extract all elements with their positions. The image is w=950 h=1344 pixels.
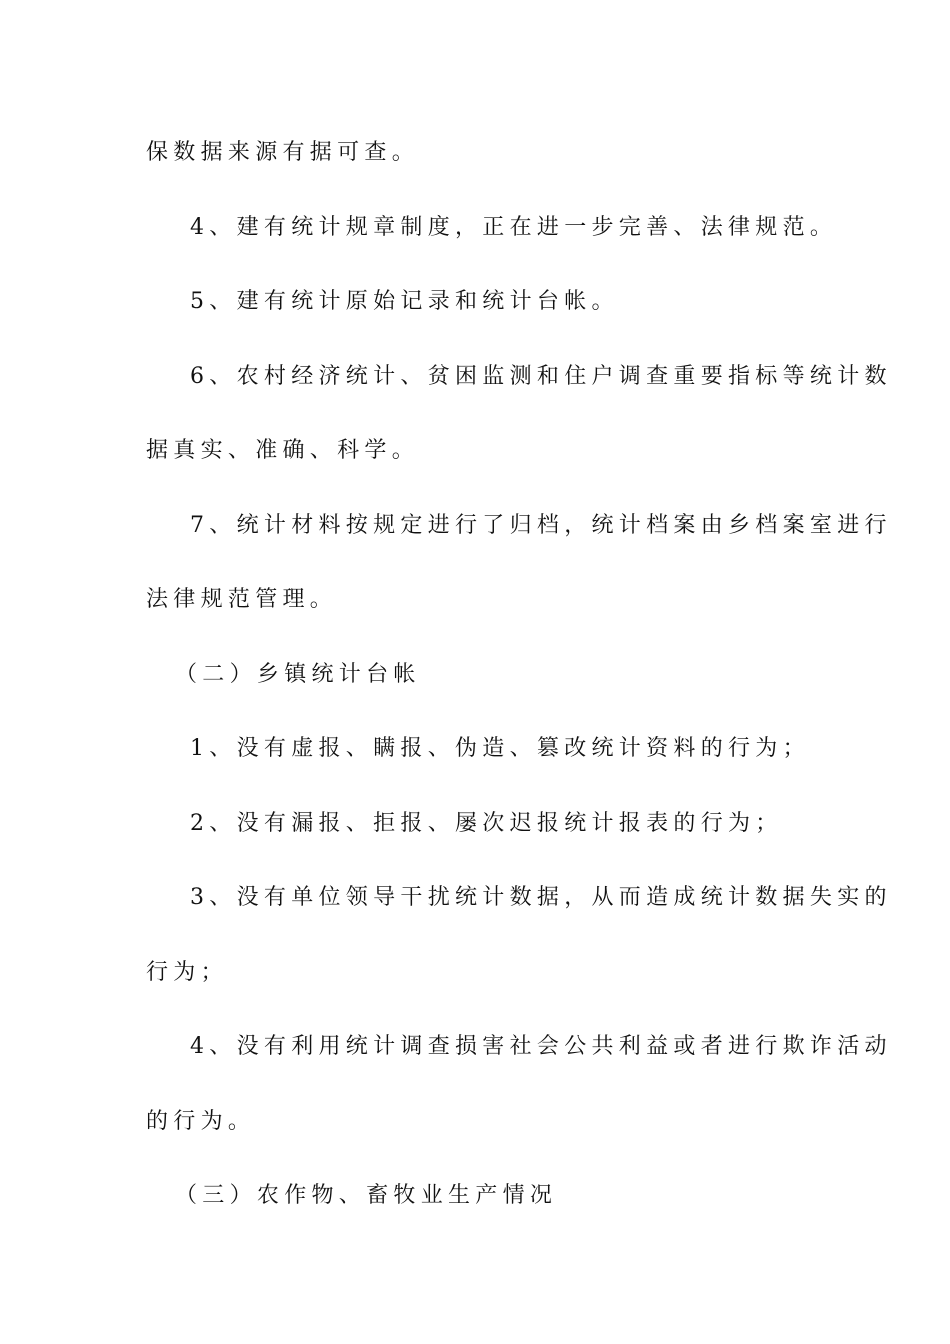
list-item-1-falsify: 1、没有虚报、瞒报、伪造、篡改统计资料的行为； [190, 736, 810, 761]
list-item-4-fraud: 4、没有利用统计调查损害社会公共利益或者进行欺诈活动 [190, 1034, 892, 1059]
list-item-7-continuation: 法律规范管理。 [146, 587, 338, 612]
list-item-3-interference: 3、没有单位领导干扰统计数据，从而造成统计数据失实的 [190, 885, 892, 910]
paragraph-line-continuation: 保数据来源有据可查。 [146, 140, 420, 165]
section-heading-2: （二）乡镇统计台帐 [175, 662, 421, 687]
section-heading-3: （三）农作物、畜牧业生产情况 [175, 1183, 558, 1208]
list-item-2-omission: 2、没有漏报、拒报、屡次迟报统计报表的行为； [190, 811, 783, 836]
list-item-7-archive: 7、统计材料按规定进行了归档，统计档案由乡档案室进行 [190, 513, 892, 538]
list-item-6-indicators: 6、农村经济统计、贫困监测和住户调查重要指标等统计数 [190, 364, 892, 389]
list-item-4-continuation: 的行为。 [146, 1109, 256, 1134]
list-item-4-rules: 4、建有统计规章制度，正在进一步完善、法律规范。 [190, 215, 838, 240]
list-item-5-records: 5、建有统计原始记录和统计台帐。 [190, 289, 619, 314]
list-item-3-continuation: 行为； [146, 960, 228, 985]
list-item-6-continuation: 据真实、准确、科学。 [146, 438, 420, 463]
